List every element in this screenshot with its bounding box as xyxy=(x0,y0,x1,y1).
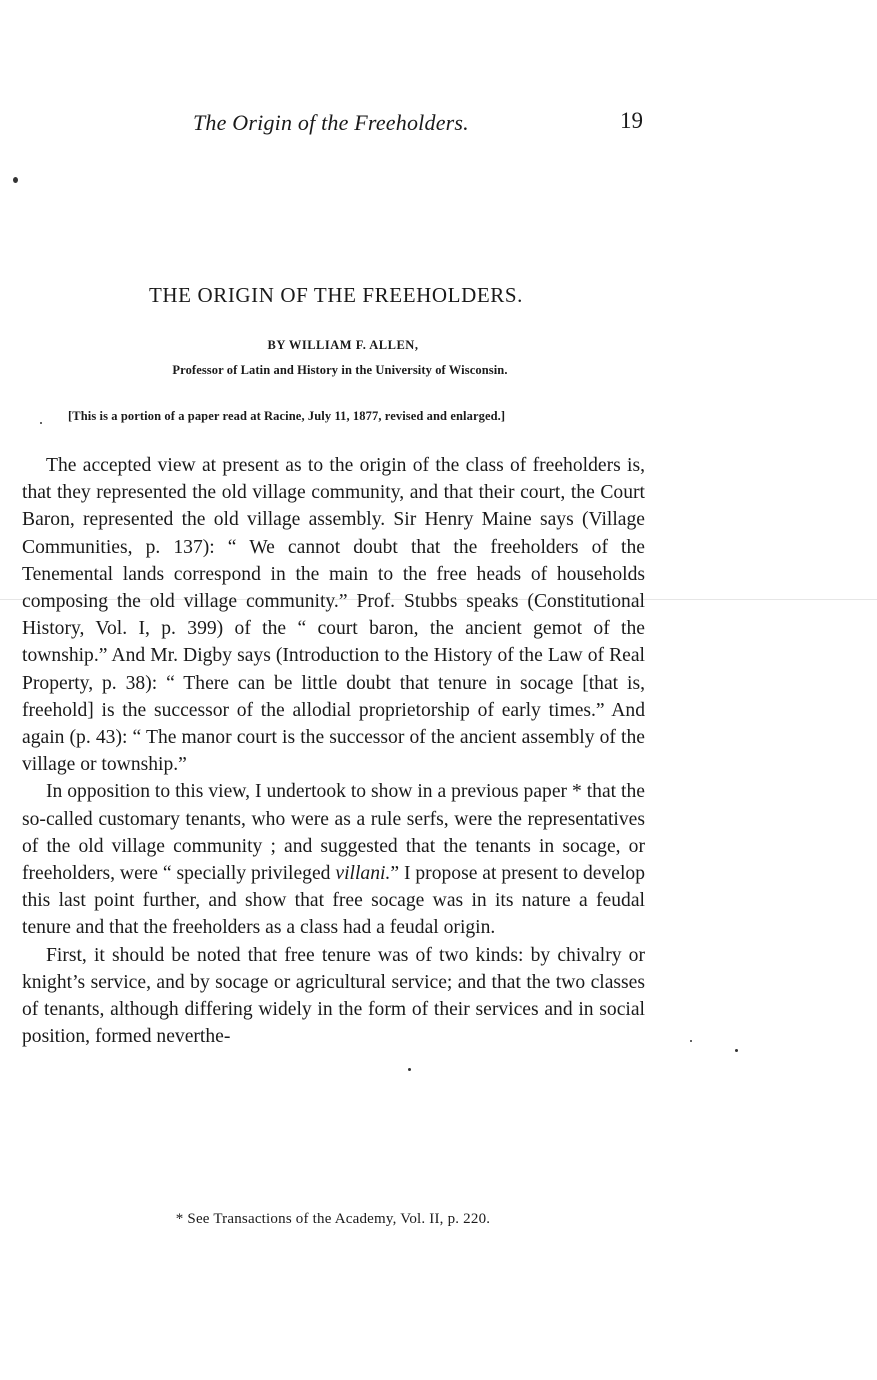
paragraph-2-text-after: ” I propose at present to develop this last point further, and show that free socage was in its nature a feudal tenure and that the freeholders as a class had a feudal origin. xyxy=(22,863,645,939)
scan-speck xyxy=(13,177,18,183)
paragraph-1: The accepted view at present as to the origin of the class of freeholders is, that they represented the old village community, and that their court, the Court Baron, represented the old village assembly. Sir Henry Maine says (Village Communities, p. 137): “ We cannot doubt that the freeholders of the Tenemental lands correspond in the main to the free heads of households composing the old village community.” Prof. Stubbs speaks (Constitutional History, Vol. I, p. 399) of the “ court baron, the ancient gemot of the township.” And Mr. Digby says (Introduction to the History of the Law of Real Property, p. 38): “ There can be little doubt that tenure in socage [that is, freehold] is the successor of the allodial proprietorship of early times.” And again (p. 43): “ The manor court is the successor of the ancient assembly of the village or township.” xyxy=(22,455,645,776)
article-title: THE ORIGIN OF THE FREEHOLDERS. xyxy=(148,283,524,307)
paragraph-2 xyxy=(22,778,645,941)
paragraph-2-text-before: In opposition to this view, I undertook to show in a previous paper * that the so-called customary tenants, who were as a rule serfs, were the representatives of the old village community ; and suggested that the tenants in socage, or freeholders, were “ specially privileged xyxy=(22,781,645,885)
page-number: 19 xyxy=(620,108,643,133)
paragraph-3: First, it should be noted that free tenure was of two kinds: by chivalry or knight’s service, and by socage or agricultural service; and that the two classes of tenants, although differing widely in the form of their services and in social position, formed neverthe- xyxy=(22,944,645,1048)
scan-speck xyxy=(690,1040,692,1042)
author-byline: BY WILLIAM F. ALLEN, xyxy=(267,338,419,352)
scan-speck xyxy=(735,1049,738,1052)
article-body xyxy=(22,452,645,1050)
footnote: * See Transactions of the Academy, Vol. II, p. 220. xyxy=(175,1211,491,1227)
running-header xyxy=(0,110,877,140)
running-title: The Origin of the Freeholders. xyxy=(193,110,469,135)
editorial-note: [This is a portion of a paper read at Racine, July 11, 1877, revised and enlarged.] xyxy=(68,409,506,423)
scan-speck xyxy=(40,422,42,424)
paragraph-2-italic-term: villani. xyxy=(335,863,391,885)
author-affiliation: Professor of Latin and History in the University of Wisconsin. xyxy=(172,363,508,377)
scan-speck xyxy=(408,1068,411,1071)
